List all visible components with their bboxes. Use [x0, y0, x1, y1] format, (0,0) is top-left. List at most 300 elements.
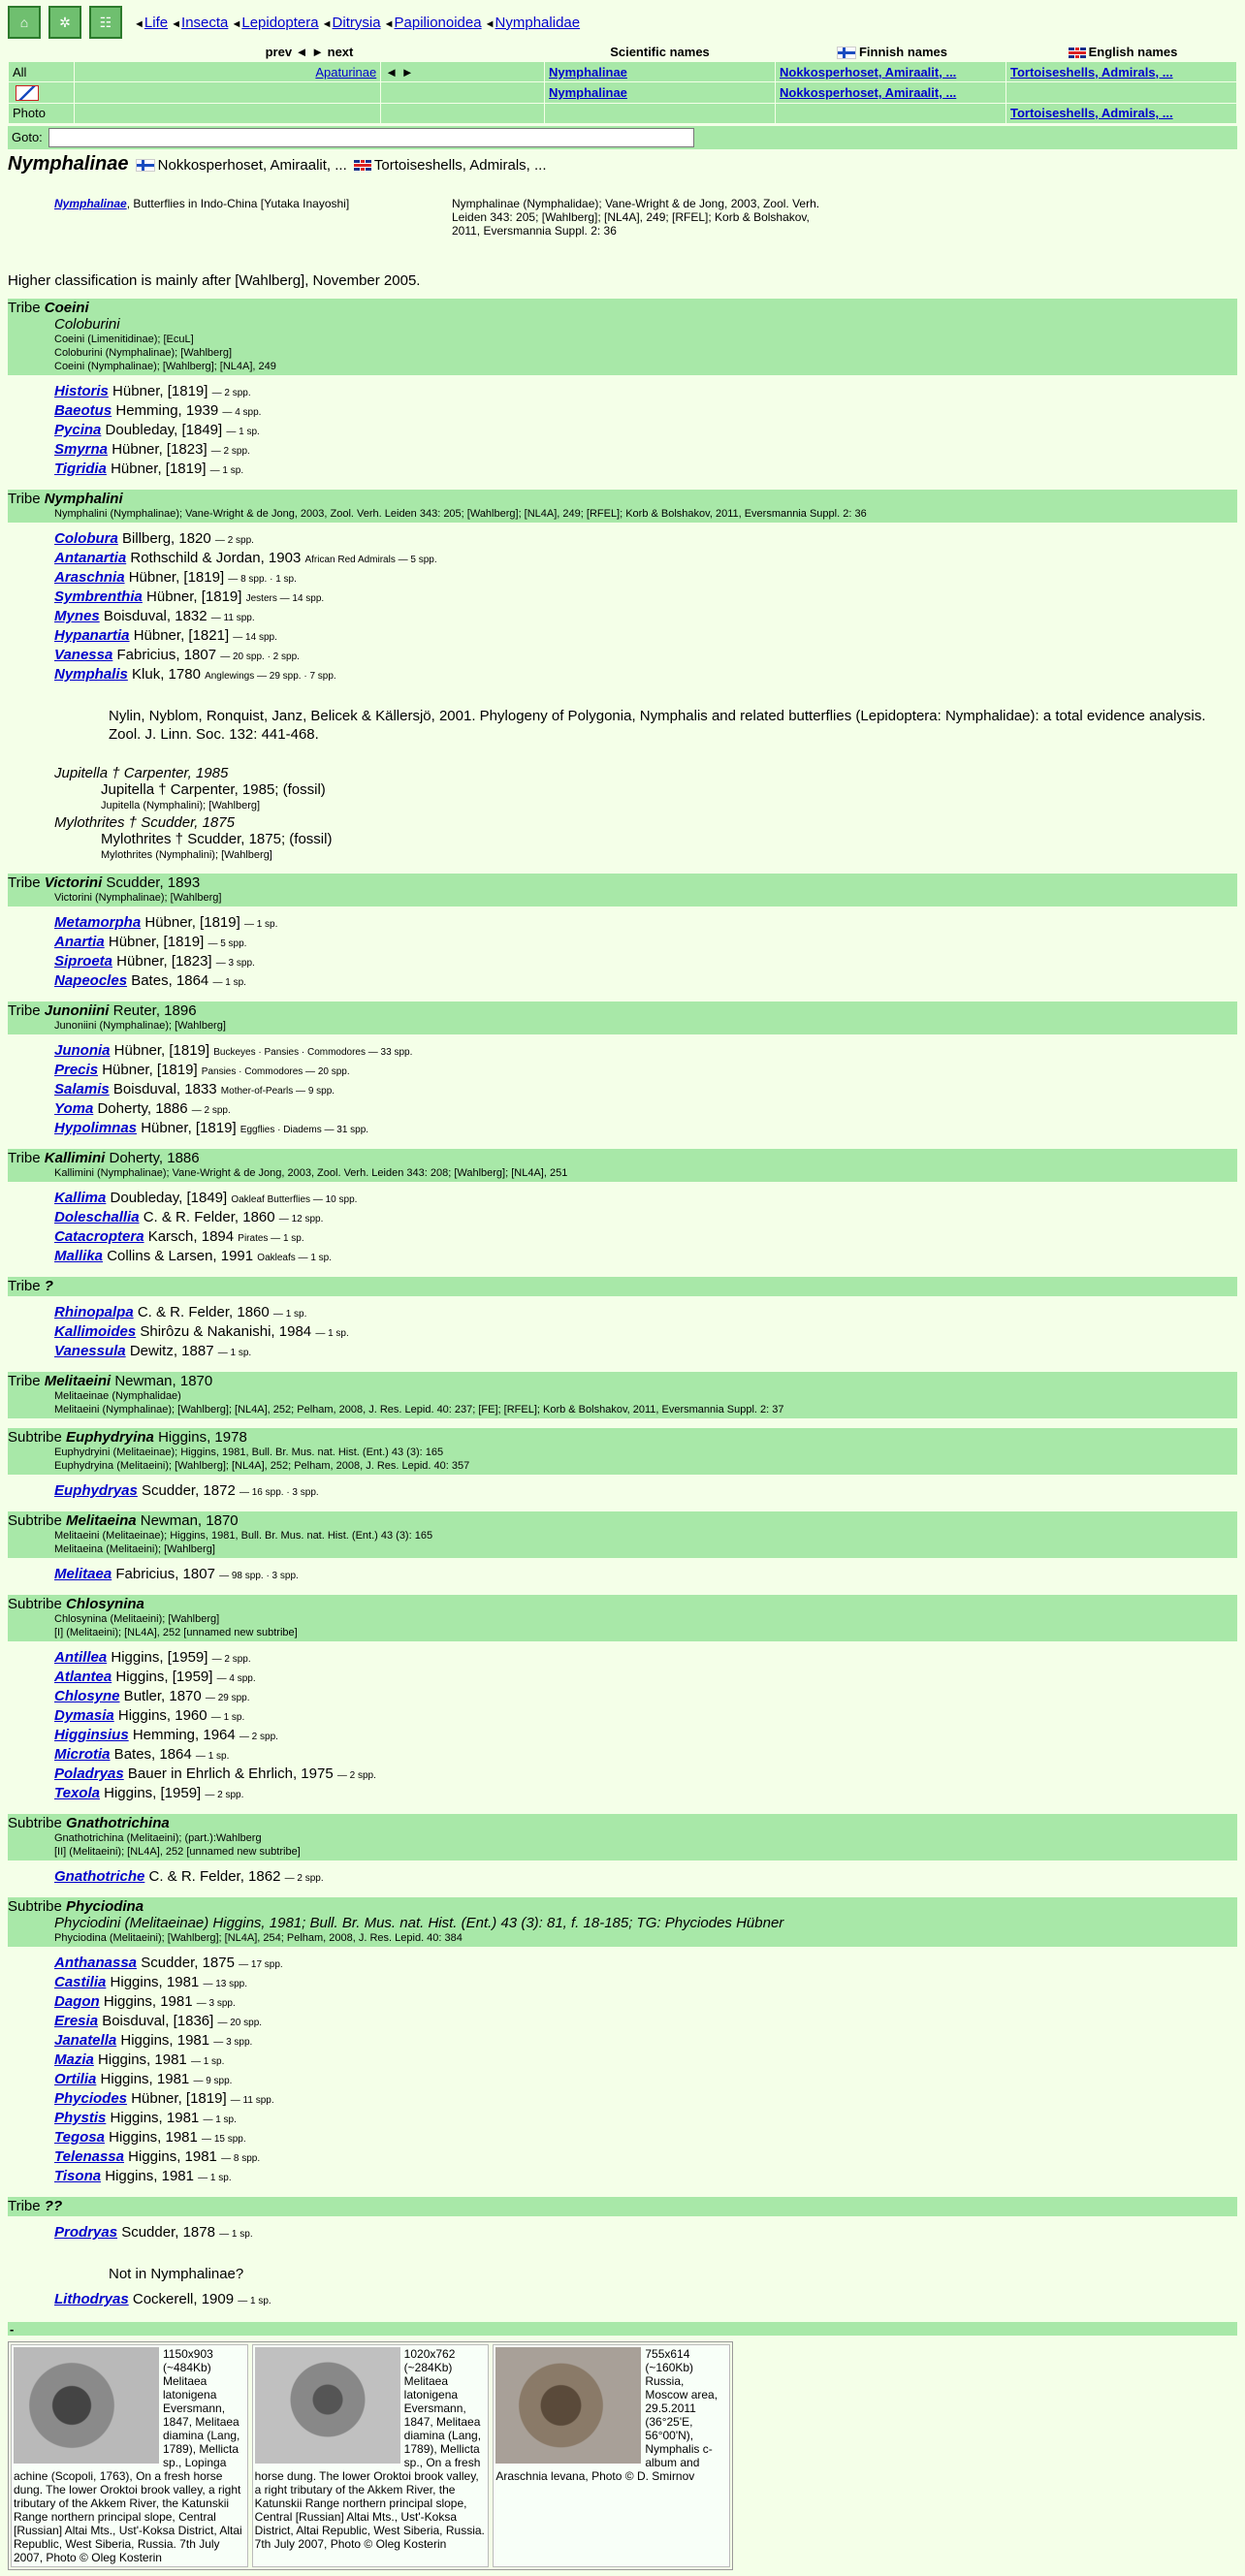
genus-link[interactable]: Hypolimnas: [54, 1119, 138, 1136]
genus-row: [54, 1042, 1237, 1062]
genus-row: [54, 1323, 1237, 1343]
separator-bar: -: [8, 2322, 1237, 2336]
genus-link[interactable]: Anartia: [54, 933, 105, 950]
fossil-genus-detail: Mylothrites † Scudder, 1875; (fossil): [101, 830, 333, 847]
genus-link[interactable]: Antanartia: [54, 549, 127, 566]
taxon-nav-table: [8, 43, 1237, 124]
tribe-name: Gnathotrichina: [66, 1814, 170, 1831]
species-count: — 8 spp.: [221, 2152, 261, 2164]
finland-flag-icon: [837, 47, 856, 59]
species-count: — 1 sp.: [226, 426, 260, 437]
genus-link[interactable]: Tisona: [54, 2167, 102, 2184]
tribe-rank: Subtribe: [8, 1897, 67, 1915]
prevnext-arrows[interactable]: ◄ ►: [381, 62, 545, 82]
species-count: — 1 sp.: [217, 1347, 252, 1358]
genus-author: Boisduval, [1836]: [98, 2012, 218, 2029]
photo-thumbnail[interactable]: [255, 2347, 400, 2464]
genera-list: [54, 2291, 1237, 2310]
tribe-header: [8, 1511, 1237, 1558]
phylogeny-reference: Nylin, Nyblom, Ronquist, Janz, Belicek & Källersjö, 2001. Phylogeny of Polygonia, Nymphalis and related butterflies (Lepidoptera: Nymphalidae): a total evidence analysis. Zool. J. Linn. Soc. 132: 441-468.: [109, 707, 1206, 743]
tribe-name: Coeini: [44, 299, 89, 316]
genus-link[interactable]: Napeocles: [54, 971, 128, 989]
photo-caption: Russia, Moscow area, 29.5.2011 (36°25'E, 56°00'N), Nymphalis c-album and Araschnia levana, Photo © D. Smirnov: [495, 2373, 718, 2483]
page-title: Nymphalinae: [8, 152, 129, 175]
species-count: — 1 sp.: [272, 1308, 307, 1320]
tribe-name: ?: [44, 1277, 53, 1294]
species-count: — 1 sp.: [209, 464, 244, 476]
genus-link[interactable]: Metamorpha: [54, 913, 142, 931]
genus-author: Hübner, [1819]: [98, 1061, 202, 1078]
genus-link[interactable]: Antillea: [54, 1648, 108, 1666]
species-count: — 1 sp.: [315, 1327, 349, 1339]
genera-list: [54, 1868, 1237, 1888]
genus-author: Butler, 1870: [119, 1687, 206, 1704]
tribe-title: [8, 1278, 1237, 1294]
tribe-title: [8, 1373, 1237, 1389]
breadcrumb-arrow-icon: ◄: [168, 17, 182, 30]
species-count: Buckeyes · Pansies · Commodores — 33 spp.: [213, 1046, 413, 1058]
tribe-title: [8, 1512, 1237, 1529]
tribe-rank: Tribe: [8, 1002, 45, 1019]
genus-link[interactable]: Baeotus: [54, 401, 112, 419]
genus-link[interactable]: Dagon: [54, 1992, 100, 2010]
tribe-header: [8, 874, 1237, 906]
species-count: African Red Admirals — 5 spp.: [304, 554, 437, 565]
genus-link[interactable]: Kallimoides: [54, 1322, 137, 1340]
breadcrumb-link[interactable]: Papilionoidea: [394, 14, 482, 31]
tribe-reference: Kallimini (Nymphalinae); Vane-Wright & de Jong, 2003, Zool. Verh. Leiden 343: 208; [Wahlberg]; [NL4A], 251: [54, 1166, 568, 1179]
tribe-header: [8, 1277, 1237, 1296]
breadcrumb-arrow-icon: ◄: [134, 17, 144, 30]
genus-link[interactable]: Doleschallia: [54, 1208, 140, 1225]
genus-row: [54, 1228, 1237, 1248]
genus-link[interactable]: Janatella: [54, 2031, 117, 2049]
photo-thumbnail[interactable]: [14, 2347, 159, 2464]
genus-link[interactable]: Junonia: [54, 1041, 111, 1059]
genus-author: Cockerell, 1909: [128, 2290, 239, 2307]
reference-link[interactable]: Nymphalinae: [54, 196, 127, 210]
genus-link[interactable]: Colobura: [54, 529, 118, 547]
tribe-header: [8, 1814, 1237, 1860]
genus-link[interactable]: Tigridia: [54, 460, 107, 477]
breadcrumb-link[interactable]: Ditrysia: [332, 14, 381, 31]
tree-icon[interactable]: ☷: [89, 6, 122, 39]
genera-list: [54, 1482, 1237, 1502]
tribe-title: [8, 1596, 1237, 1612]
genus-author: Hübner, [1819]: [127, 2089, 231, 2107]
tribe-reference: Coloburini (Nymphalinae); [Wahlberg]: [54, 346, 233, 359]
breadcrumb-arrow-icon: ◄: [481, 17, 495, 30]
genus-author: Higgins, 1981: [106, 1973, 204, 1990]
genus-link[interactable]: Siproeta: [54, 952, 113, 970]
genus-row: [54, 2032, 1237, 2051]
genus-author: Hemming, 1964: [128, 1726, 239, 1743]
genus-author: Doherty, 1886: [93, 1099, 192, 1117]
row-label: Photo: [9, 103, 75, 123]
genus-row: [54, 588, 1237, 608]
tribe-reference: Melitaeini (Melitaeinae); Higgins, 1981, Bull. Br. Mus. nat. Hist. (Ent.) 43 (3): 165: [54, 1529, 433, 1542]
genus-link[interactable]: Dymasia: [54, 1706, 114, 1724]
breadcrumb-link[interactable]: Life: [144, 14, 169, 31]
goto-label: Goto:: [12, 130, 43, 145]
genus-link[interactable]: Precis: [54, 1061, 99, 1078]
tribe-title: [8, 875, 1237, 891]
genus-row: [54, 2129, 1237, 2148]
species-count: — 3 spp.: [196, 1997, 236, 2009]
genus-link[interactable]: Mallika: [54, 1247, 104, 1264]
reference-text: , Butterflies in Indo-China [Yutaka Inayoshi]: [126, 196, 350, 210]
genus-link[interactable]: Catacroptera: [54, 1227, 144, 1245]
genus-link[interactable]: Poladryas: [54, 1765, 124, 1782]
genus-row: [54, 422, 1237, 441]
photo-size: 755x614 (~160Kb): [645, 2346, 694, 2374]
genus-link[interactable]: Symbrenthia: [54, 588, 143, 605]
finland-flag-icon: [136, 159, 155, 172]
tribe-title: [8, 1429, 1237, 1446]
species-count: — 8 spp. · 1 sp.: [228, 573, 297, 585]
genus-author: Fabricius, 1807: [112, 646, 221, 663]
uncertain-note: Not in Nymphalinae?: [109, 2265, 244, 2282]
species-count: — 5 spp.: [208, 938, 247, 949]
home-icon[interactable]: ⌂: [8, 6, 41, 39]
top-navigation: [8, 6, 1237, 39]
genus-link[interactable]: Prodryas: [54, 2223, 118, 2241]
genus-author: Hübner, [1819]: [142, 588, 246, 605]
tribe-header: [8, 1372, 1237, 1418]
genus-author: Dewitz, 1887: [125, 1342, 218, 1359]
genus-link[interactable]: Phyciodes: [54, 2089, 128, 2107]
species-count: — 1 sp.: [243, 918, 278, 930]
genus-author: Hübner, [1823]: [108, 440, 211, 458]
tribe-reference: Coeini (Nymphalinae); [Wahlberg]; [NL4A], 249: [54, 360, 276, 372]
genus-row: [54, 1974, 1237, 1993]
genus-row: [54, 1955, 1237, 1974]
genus-author: Billberg, 1820: [117, 529, 215, 547]
photo-thumbnail[interactable]: [495, 2347, 641, 2464]
genus-author: Scudder, 1878: [117, 2223, 220, 2241]
tribe-name: ??: [44, 2197, 63, 2214]
species-count: Oakleafs — 1 sp.: [257, 1252, 332, 1263]
genus-row: [54, 2168, 1237, 2187]
breadcrumb-link[interactable]: Insecta: [181, 14, 229, 31]
genus-author: C. & R. Felder, 1860: [139, 1208, 279, 1225]
genus-row: [54, 441, 1237, 461]
species-count: — 29 spp.: [205, 1692, 250, 1703]
finnish-link[interactable]: Nokkosperhoset, Amiraalit, ...: [780, 84, 957, 100]
tribe-rank: Subtribe: [8, 1511, 67, 1529]
genus-author: Hübner, [1819]: [108, 382, 212, 399]
breadcrumb-link[interactable]: Lepidoptera: [241, 14, 319, 31]
genus-link[interactable]: Gnathotriche: [54, 1867, 145, 1885]
genus-link[interactable]: Pycina: [54, 421, 102, 438]
tribe-rank: Tribe: [8, 1149, 45, 1166]
breadcrumb-link[interactable]: Nymphalidae: [495, 14, 581, 31]
genus-row: [54, 2071, 1237, 2090]
genus-link[interactable]: Historis: [54, 382, 109, 399]
genus-row: [54, 1669, 1237, 1688]
genera-list: [54, 1649, 1237, 1804]
classification-reference: Nymphalinae (Nymphalidae); Vane-Wright & de Jong, 2003, Zool. Verh. Leiden 343: 205; [Wahlberg]; [NL4A], 249; [RFEL]; Korb & Bolshakov, 2011, Eversmannia Suppl. 2: 36: [452, 196, 820, 238]
genus-link[interactable]: Nymphalis: [54, 665, 128, 683]
tribe-reference: Nymphalini (Nymphalinae); Vane-Wright & de Jong, 2003, Zool. Verh. Leiden 343: 205; [Wahlberg]; [NL4A], 249; [RFEL]; Korb & Bolshakov, 2011, Eversmannia Suppl. 2: 36: [54, 507, 867, 520]
genus-author: Hübner, [1819]: [110, 1041, 214, 1059]
tribe-rank: Tribe: [8, 1277, 45, 1294]
genus-row: [54, 608, 1237, 627]
tribe-name: Melitaeina: [66, 1511, 137, 1529]
tribe-reference: Victorini (Nymphalinae); [Wahlberg]: [54, 891, 222, 904]
tribe-reference: [II] (Melitaeini); [NL4A], 252 [unnamed new subtribe]: [54, 1845, 301, 1858]
goto-input[interactable]: [48, 128, 694, 147]
genus-row: [54, 2148, 1237, 2168]
goto-bar: [8, 126, 1237, 149]
photo-size: 1020x762 (~284Kb): [403, 2346, 456, 2374]
species-count: — 20 spp.: [217, 2017, 263, 2028]
genus-row: [54, 569, 1237, 588]
tribe-rank: Tribe: [8, 490, 45, 507]
genus-author: Bauer in Ehrlich & Ehrlich, 1975: [123, 1765, 337, 1782]
prevnext-header: prev ◄ ► next: [265, 45, 354, 60]
row-label: All: [9, 62, 75, 82]
genus-row: [54, 383, 1237, 402]
genus-author: Higgins, 1981: [101, 2167, 199, 2184]
tribe-reference: Melitaeina (Melitaeini); [Wahlberg]: [54, 1542, 215, 1555]
photo-caption: Melitaea latonigena Eversmann, 1847, Melitaea diamina (Lang, 1789), Mellicta sp., On a fresh horse dung. The lower Oroktoi brook valley, a right tributary of the Akkem River, the Katunskii Range northern principal slope, Central [Russian] Altai Mts., Ust'-Koksa District, Altai Republic, West Siberia, Russia. 7th July 2007, Photo © Oleg Kosterin: [254, 2373, 485, 2551]
english-names-header: English names: [1006, 43, 1237, 62]
genus-link[interactable]: Higginsius: [54, 1726, 129, 1743]
genus-link[interactable]: Eresia: [54, 2012, 99, 2029]
tribe-header: [8, 1428, 1237, 1475]
genus-link[interactable]: Smyrna: [54, 440, 109, 458]
genus-author: Higgins, 1981: [93, 2051, 191, 2068]
tribe-name: Chlosynina: [66, 1595, 144, 1612]
genus-author: Kluk, 1780: [127, 665, 206, 683]
tribe-author: Newman, 1870: [136, 1511, 239, 1529]
genus-link[interactable]: Microtia: [54, 1745, 111, 1763]
genus-author: Fabricius, 1807: [112, 1565, 220, 1582]
genus-author: Bates, 1864: [110, 1745, 196, 1763]
tribe-header: [8, 1897, 1237, 1947]
tribe-title: [8, 2198, 1237, 2214]
tribe-reference: Gnathotrichina (Melitaeini); (part.):Wahlberg: [54, 1831, 262, 1844]
genus-author: Scudder, 1872: [137, 1481, 239, 1499]
species-count: — 2 spp.: [205, 1789, 244, 1800]
tribe-reference: Euphydryina (Melitaeini); [Wahlberg]; [NL4A], 252; Pelham, 2008, J. Res. Lepid. 40: 357: [54, 1459, 470, 1472]
species-count: — 4 spp.: [222, 406, 262, 418]
genus-row: [54, 934, 1237, 953]
tribe-rank: Subtribe: [8, 1814, 67, 1831]
tribe-name: Kallimini: [44, 1149, 106, 1166]
genus-link[interactable]: Tegosa: [54, 2128, 105, 2146]
tribe-reference: Coeini (Limenitidinae); [EcuL]: [54, 333, 194, 345]
genus-row: [54, 1785, 1237, 1804]
species-count: — 16 spp. · 3 spp.: [239, 1486, 319, 1498]
genus-author: Higgins, [1959]: [112, 1668, 217, 1685]
tribe-rank: Tribe: [8, 874, 45, 891]
genus-row: [54, 2013, 1237, 2032]
fossil-genus-reference: Mylothrites (Nymphalini); [Wahlberg]: [101, 848, 272, 861]
species-count: — 11 spp.: [230, 2094, 274, 2106]
species-count: — 2 spp.: [191, 1104, 231, 1116]
prev-link[interactable]: Apaturinae: [315, 64, 377, 80]
species-count: Eggflies · Diadems — 31 spp.: [239, 1124, 369, 1135]
scientific-names-header: Scientific names: [610, 45, 710, 60]
genus-author: Bates, 1864: [127, 971, 213, 989]
genera-list: [54, 383, 1237, 480]
genus-row: [54, 1868, 1237, 1888]
species-count: — 3 spp.: [213, 2036, 253, 2048]
genus-link[interactable]: Mazia: [54, 2051, 94, 2068]
tribe-name: Victorini: [44, 874, 103, 891]
genus-author: Karsch, 1894: [144, 1227, 239, 1245]
genus-link[interactable]: Atlantea: [54, 1668, 112, 1685]
tribe-subname: Phyciodini (Melitaeinae) Higgins, 1981; Bull. Br. Mus. nat. Hist. (Ent.) 43 (3): 81, f. 18-185; TG: Phyciodes Hübner: [54, 1914, 784, 1931]
genera-list: [54, 1190, 1237, 1267]
genus-author: Rothschild & Jordan, 1903: [126, 549, 305, 566]
species-count: — 1 sp.: [238, 2295, 271, 2306]
genus-author: Doubleday, [1849]: [106, 1189, 232, 1206]
genus-author: Doubleday, [1849]: [101, 421, 227, 438]
finnish-link[interactable]: Nokkosperhoset, Amiraalit, ...: [780, 64, 957, 80]
butterfly-icon[interactable]: ✲: [48, 6, 81, 39]
tribe-rank: Tribe: [8, 1372, 45, 1389]
fossil-genera: [54, 765, 1237, 864]
species-count: — 1 sp.: [195, 1750, 230, 1762]
species-count: — 1 sp.: [219, 2228, 253, 2240]
genus-link[interactable]: Euphydryas: [54, 1481, 138, 1499]
tribe-header: [8, 490, 1237, 523]
breadcrumb-arrow-icon: ◄: [318, 17, 333, 30]
tribe-rank: Subtribe: [8, 1428, 67, 1446]
species-count: — 1 sp.: [190, 2055, 225, 2067]
genus-link[interactable]: Mynes: [54, 607, 100, 624]
species-count: — 98 spp. · 3 spp.: [219, 1570, 299, 1581]
tribe-reference: Chlosynina (Melitaeini); [Wahlberg]: [54, 1612, 220, 1625]
species-count: — 1 sp.: [198, 2172, 232, 2183]
uk-flag-icon: [354, 160, 371, 171]
tribe-reference: [I] (Melitaeini); [NL4A], 252 [unnamed new subtribe]: [54, 1626, 298, 1638]
genus-author: Higgins, 1981: [124, 2147, 222, 2165]
species-count: — 2 spp.: [239, 1731, 278, 1742]
genus-link[interactable]: Phystis: [54, 2109, 107, 2126]
genus-row: [54, 1081, 1237, 1100]
scientific-link[interactable]: Nymphalinae: [549, 64, 627, 80]
tribe-title: [8, 1002, 1237, 1019]
tribe-author: Newman, 1870: [111, 1372, 213, 1389]
genera-list: [54, 1955, 1237, 2187]
genera-list: [54, 914, 1237, 992]
tribe-title: [8, 491, 1237, 507]
breadcrumb: [134, 15, 580, 31]
genus-link[interactable]: Salamis: [54, 1080, 110, 1097]
genus-author: Higgins, 1960: [113, 1706, 211, 1724]
breadcrumb-arrow-icon: ◄: [380, 17, 395, 30]
genus-link[interactable]: Telenassa: [54, 2147, 124, 2165]
genus-author: C. & R. Felder, 1860: [133, 1303, 273, 1320]
tribe-reference: Melitaeini (Nymphalinae); [Wahlberg]; [NL4A], 252; Pelham, 2008, J. Res. Lepid. 40: 237; [FE]; [RFEL]; Korb & Bolshakov, 2011, Eversmannia Suppl. 2: 37: [54, 1403, 784, 1415]
species-count: — 4 spp.: [216, 1672, 256, 1684]
photo-card: [11, 2344, 248, 2567]
genera-list: [54, 1566, 1237, 1585]
genus-author: Collins & Larsen, 1991: [103, 1247, 258, 1264]
tribe-title: [8, 300, 1237, 316]
tribe-rank: Tribe: [8, 2197, 45, 2214]
genus-row: [54, 1765, 1237, 1785]
species-count: Pirates — 1 sp.: [238, 1232, 304, 1244]
genus-link[interactable]: Yoma: [54, 1099, 94, 1117]
species-count: — 2 spp.: [284, 1872, 324, 1884]
tribe-author: Reuter, 1896: [109, 1002, 197, 1019]
genera-list: [54, 530, 1237, 685]
nav-row-photo: [9, 103, 1237, 123]
genus-author: Higgins, [1959]: [107, 1648, 212, 1666]
photo-size: 1150x903 (~484Kb): [163, 2346, 213, 2374]
genus-row: [54, 1190, 1237, 1209]
genus-author: Hübner, [1821]: [129, 626, 234, 644]
fossil-genus-reference: Jupitella (Nymphalini); [Wahlberg]: [101, 799, 261, 811]
genus-row: [54, 1566, 1237, 1585]
genus-link[interactable]: Anthanassa: [54, 1954, 138, 1971]
tribe-author: Doherty, 1886: [105, 1149, 200, 1166]
genus-link[interactable]: Texola: [54, 1784, 100, 1801]
genus-link[interactable]: Castilia: [54, 1973, 107, 1990]
genus-link[interactable]: Rhinopalpa: [54, 1303, 134, 1320]
genus-row: [54, 914, 1237, 934]
tribe-header: [8, 1149, 1237, 1182]
genus-author: C. & R. Felder, 1862: [144, 1867, 285, 1885]
species-count: Pansies · Commodores — 20 spp.: [201, 1065, 350, 1077]
genus-row: [54, 402, 1237, 422]
english-link[interactable]: Tortoiseshells, Admirals, ...: [1010, 106, 1173, 121]
species-count: — 12 spp.: [278, 1213, 324, 1224]
genus-link[interactable]: Hypanartia: [54, 626, 130, 644]
species-count: — 1 sp.: [212, 976, 246, 988]
genus-row: [54, 1482, 1237, 1502]
finnish-checklist-icon[interactable]: [16, 85, 39, 101]
genus-row: [54, 1120, 1237, 1139]
genus-link[interactable]: Ortilia: [54, 2070, 97, 2087]
genus-author: Boisduval, 1832: [99, 607, 211, 624]
species-count: — 9 spp.: [193, 2075, 233, 2086]
genus-link[interactable]: Chlosyne: [54, 1687, 120, 1704]
species-count: Jesters — 14 spp.: [245, 592, 325, 604]
genus-link[interactable]: Kallima: [54, 1189, 107, 1206]
genus-row: [54, 1209, 1237, 1228]
genus-author: Scudder, 1875: [137, 1954, 239, 1971]
english-link[interactable]: Tortoiseshells, Admirals, ...: [1010, 64, 1173, 80]
genus-link[interactable]: Vanessula: [54, 1342, 126, 1359]
genus-link[interactable]: Araschnia: [54, 568, 125, 586]
genus-author: Hemming, 1939: [112, 401, 223, 419]
genus-author: Higgins, 1981: [99, 1992, 197, 2010]
uk-flag-icon: [1069, 48, 1086, 58]
genus-link[interactable]: Vanessa: [54, 646, 113, 663]
genus-row: [54, 1746, 1237, 1765]
genus-row: [54, 647, 1237, 666]
tribe-title: [8, 1150, 1237, 1166]
genus-link[interactable]: Lithodryas: [54, 2290, 129, 2307]
genus-link[interactable]: Melitaea: [54, 1565, 112, 1582]
tribe-header: [8, 1595, 1237, 1641]
genus-author: Higgins, 1981: [116, 2031, 214, 2049]
scientific-link[interactable]: Nymphalinae: [549, 84, 627, 100]
tribe-subname: Coloburini: [54, 315, 120, 333]
english-name: Tortoiseshells, Admirals, ...: [373, 156, 547, 174]
fossil-genus: Jupitella † Carpenter, 1985: [54, 764, 229, 781]
tribe-rank: Tribe: [8, 299, 45, 316]
genus-row: [54, 1727, 1237, 1746]
fossil-genus: Mylothrites † Scudder, 1875: [54, 813, 235, 831]
genus-row: [54, 550, 1237, 569]
